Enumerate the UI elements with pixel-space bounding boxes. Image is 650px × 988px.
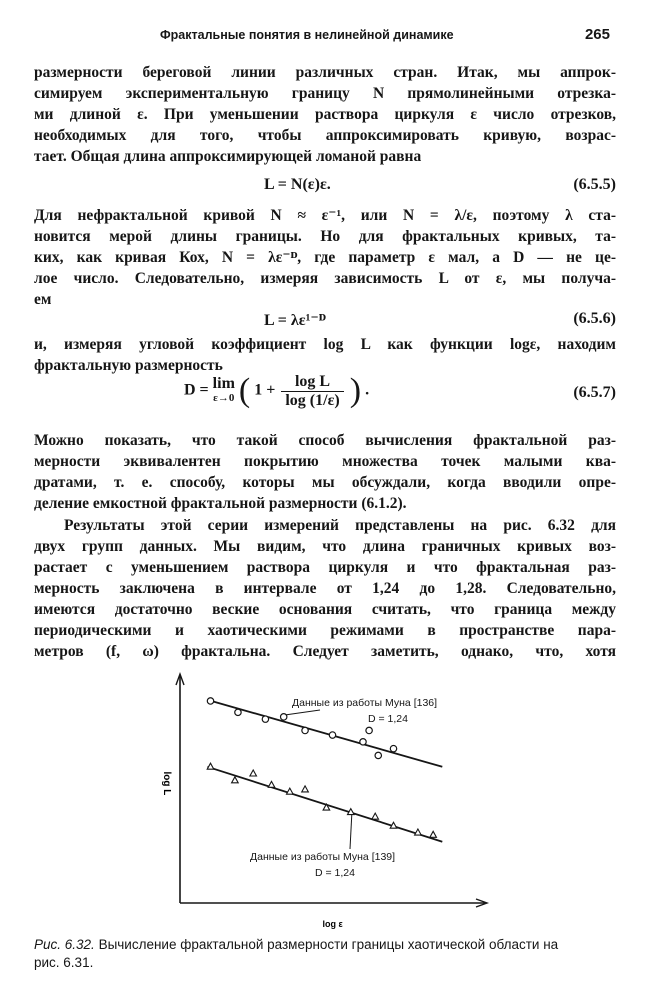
paragraph-3	[34, 334, 616, 376]
text-line: ем	[34, 291, 52, 308]
limit-operator	[213, 377, 235, 405]
data-point-triangle	[302, 786, 309, 792]
left-paren: (	[238, 372, 251, 409]
data-point-triangle	[430, 831, 437, 837]
right-paren: )	[349, 372, 362, 409]
running-head	[160, 26, 610, 44]
data-point-triangle	[287, 788, 294, 794]
fit-line-series-2	[207, 767, 442, 842]
text-line: ми длиной ε. При уменьшении раствора циркуля ε число отрезков,	[34, 106, 616, 123]
y-axis-label: log L	[161, 771, 172, 796]
equation-number: (6.5.7)	[573, 384, 616, 401]
caption-text-line1: Вычисление фрактальной размерности границы хаотической области на	[98, 937, 559, 952]
text-line: симируем экспериментальную границу N прямолинейными отрезка-	[34, 85, 616, 102]
equation-body	[184, 372, 369, 410]
paragraph-2	[34, 205, 616, 310]
caption-text-line2: рис. 6.31.	[34, 955, 94, 970]
fraction-numerator: log L	[281, 373, 343, 392]
paragraph-1	[34, 62, 616, 167]
text-line: Результаты этой серии измерений представлены на рис. 6.32 для	[64, 517, 616, 534]
text-line: имеются достаточно веские основания считать, что граница между	[34, 601, 616, 618]
data-point-circle	[262, 716, 268, 722]
text-line: и, измеряя угловой коэффициент log L как функции logε, находим	[34, 336, 616, 353]
text-line: мерности эквивалентен покрытию множества точек малыми ква-	[34, 453, 616, 470]
text-line: Можно показать, что такой способ вычисления фрактальной раз-	[34, 432, 616, 449]
text-line: двух групп данных. Мы видим, что длина граничных кривых воз-	[34, 538, 616, 555]
equation-body: L = λε¹⁻ᴰ	[264, 312, 326, 329]
limit-text: lim	[212, 375, 235, 392]
annotation-text-136: Данные из работы Муна [136]	[292, 697, 438, 709]
equation-6-5-5	[34, 176, 616, 202]
data-point-circle	[235, 709, 241, 715]
data-point-circle	[302, 727, 308, 733]
text-line: периодическими и хаотическими режимами в пространстве пара-	[34, 622, 616, 639]
data-point-triangle	[232, 777, 239, 783]
annotations	[250, 697, 437, 879]
paragraph-4	[34, 430, 616, 514]
fit-line-series-1	[207, 700, 442, 767]
caption-label: Рис. 6.32.	[34, 937, 95, 952]
text-line: дратами, т. е. способу, которы мы обсуждали, когда вводили опре-	[34, 474, 616, 491]
equation-tail: .	[365, 381, 370, 399]
paragraph-5	[34, 515, 616, 662]
text-line: мерность заключена в интервале от 1,24 до 1,28. Следовательно,	[34, 580, 616, 597]
text-line: Для нефрактальной кривой N ≈ ε⁻¹, или N = λ/ε, поэтому λ ста-	[34, 207, 616, 224]
text-line: необходимых для того, чтобы аппроксимировать кривую, возрас-	[34, 127, 616, 144]
text-line: деление емкостной фрактальной размерности (6.1.2).	[34, 495, 407, 512]
text-line: растает с уменьшением раствора циркуля и что фрактальная раз-	[34, 559, 616, 576]
equation-lhs: D =	[184, 381, 209, 399]
text-line: фрактальную размерность	[34, 357, 223, 374]
annotation-dimension-136: D = 1,24	[368, 713, 408, 725]
equation-6-5-7	[34, 372, 616, 422]
data-point-triangle	[268, 781, 275, 787]
data-point-circle	[207, 698, 213, 704]
text-line: новится мерой длины границы. Но для фрактальных кривых, та-	[34, 228, 616, 245]
text-line: тает. Общая длина аппроксимирующей ломаной равна	[34, 148, 422, 165]
annotation-dimension-139: D = 1,24	[315, 867, 355, 879]
figure-caption	[34, 936, 616, 972]
figure-6-32-chart	[150, 668, 490, 930]
page-number: 265	[584, 26, 610, 43]
data-point-circle	[329, 732, 335, 738]
fraction-denominator: log (1/ε)	[285, 391, 340, 409]
text-line: метров (f, ω) фрактальна. Следует заметить, однако, что, хотя	[34, 643, 616, 660]
data-point-circle	[360, 739, 366, 745]
data-point-circle	[375, 752, 381, 758]
data-point-circle	[390, 745, 396, 751]
one-plus: 1 +	[254, 381, 276, 399]
annotation-arrow-139	[350, 814, 352, 849]
text-line: ких, как кривая Кох, N = λε⁻ᴰ, где параметр ε мал, а D — не це-	[34, 249, 616, 266]
text-line: лое число. Следовательно, измеряя зависимость L от ε, мы получа-	[34, 270, 616, 287]
equation-number: (6.5.6)	[573, 310, 616, 327]
text-line: размерности береговой линии различных стран. Итак, мы аппрок-	[34, 64, 616, 81]
data-point-triangle	[372, 813, 379, 819]
annotation-text-139: Данные из работы Муна [139]	[250, 851, 396, 863]
running-title: Фрактальные понятия в нелинейной динамике	[160, 28, 454, 42]
limit-subscript: ε→0	[213, 392, 235, 404]
equation-number: (6.5.5)	[573, 176, 616, 193]
equation-6-5-6	[34, 310, 616, 336]
fraction	[281, 373, 343, 410]
annotation-arrow-136	[286, 710, 320, 715]
data-point-triangle	[250, 770, 257, 776]
data-point-triangle	[415, 829, 422, 835]
data-point-circle	[366, 727, 372, 733]
equation-body: L = N(ε)ε.	[264, 176, 331, 193]
x-axis-label: log ε	[322, 919, 343, 929]
